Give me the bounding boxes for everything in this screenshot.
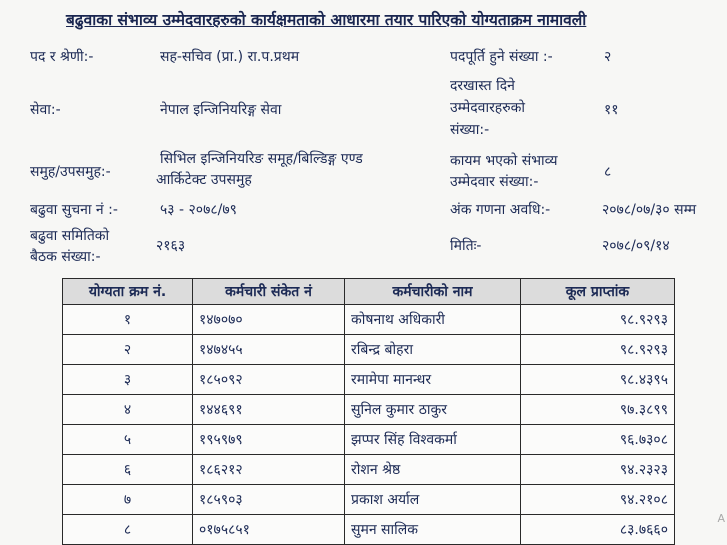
rank-cell: ८ [63, 515, 193, 545]
table-row [63, 425, 675, 455]
name-cell: रमामेपा मानन्धर [345, 365, 521, 395]
service-label: सेवा:- [30, 102, 61, 118]
name-cell: कोषनाथ अधिकारी [345, 305, 521, 335]
candidates-value: ८ [604, 164, 612, 180]
code-cell: १४४६९१ [193, 395, 345, 425]
code-cell: १४७०७० [193, 305, 345, 335]
score-cell: ९६.७३०८ [521, 425, 675, 455]
rank-cell: २ [63, 335, 193, 365]
table-row [63, 515, 675, 545]
applicants-label-line1: दरखास्त दिने [450, 78, 515, 94]
group-value-line2: आर्किटेक्ट उपसमुह [156, 172, 252, 188]
name-cell: प्रकाश अर्याल [345, 485, 521, 515]
header-name: कर्मचारीको नाम [345, 279, 521, 305]
code-cell: १४७४५५ [193, 335, 345, 365]
code-cell: १८५९०३ [193, 485, 345, 515]
rank-cell: ७ [63, 485, 193, 515]
applicants-value: ११ [604, 102, 619, 118]
score-cell: ८३.७६६० [521, 515, 675, 545]
header-code: कर्मचारी संकेत नं [193, 279, 345, 305]
table-header-row [63, 279, 675, 305]
header-rank: योग्यता क्रम नं. [63, 279, 193, 305]
rank-cell: ६ [63, 455, 193, 485]
code-cell: १८५०९२ [193, 365, 345, 395]
applicants-label-line2: उम्मेदवारहरुको [450, 100, 525, 116]
merit-list-table [62, 278, 675, 545]
score-cell: ९८.९२९३ [521, 335, 675, 365]
meeting-label-line1: बढुवा समितिको [30, 228, 110, 244]
score-cell: ९४.२१०८ [521, 485, 675, 515]
table-row [63, 485, 675, 515]
rank-cell: ५ [63, 425, 193, 455]
score-cell: ९७.३८९९ [521, 395, 675, 425]
period-label: अंक गणना अवधि:- [450, 202, 551, 218]
post-label: पद र श्रेणी:- [30, 49, 94, 65]
date-value: २०७८/०९/१४ [602, 238, 670, 254]
name-cell: रोशन श्रेष्ठ [345, 455, 521, 485]
score-cell: ९८.४३९५ [521, 365, 675, 395]
header-score: कूल प्राप्तांक [521, 279, 675, 305]
table-row [63, 395, 675, 425]
vacancy-value: २ [604, 49, 612, 65]
table-row [63, 455, 675, 485]
table-row [63, 365, 675, 395]
edge-letter: A [717, 512, 725, 525]
notice-value: ५३ - २०७८/७९ [160, 202, 237, 218]
name-cell: रबिन्द्र बोहरा [345, 335, 521, 365]
table-row [63, 305, 675, 335]
date-label: मितिः- [450, 238, 482, 254]
code-cell: १९५९७९ [193, 425, 345, 455]
table-row [63, 335, 675, 365]
candidates-label-line2: उम्मेदवार संख्या:- [450, 174, 539, 190]
meeting-label-line2: बैठक संख्या:- [30, 249, 101, 265]
code-cell: १८६२१२ [193, 455, 345, 485]
vacancy-label: पदपूर्ति हुने संख्या :- [450, 49, 553, 65]
post-value: सह-सचिव (प्रा.) रा.प.प्रथम [160, 49, 300, 65]
group-value-line1: सिभिल इन्जिनियरिङ समूह/बिल्डिङ्ग एण्ड [160, 151, 363, 167]
name-cell: झप्पर सिंह विश्वकर्मा [345, 425, 521, 455]
rank-cell: ३ [63, 365, 193, 395]
period-value: २०७८/०७/३० सम्म [602, 202, 697, 218]
applicants-label-line3: संख्या:- [450, 122, 490, 138]
name-cell: सुनिल कुमार ठाकुर [345, 395, 521, 425]
rank-cell: ४ [63, 395, 193, 425]
service-value: नेपाल इन्जिनियरिङ्ग सेवा [160, 102, 282, 118]
name-cell: सुमन सालिक [345, 515, 521, 545]
group-label: समुह/उपसमुह:- [30, 164, 111, 180]
notice-label: बढुवा सुचना नं :- [30, 202, 118, 218]
meeting-value: २१६३ [156, 238, 186, 254]
candidates-label-line1: कायम भएको संभाव्य [450, 153, 558, 169]
score-cell: ९८.९२९३ [521, 305, 675, 335]
code-cell: ०१७५८५१ [193, 515, 345, 545]
score-cell: ९४.२३२३ [521, 455, 675, 485]
page-title: बढुवाका संभाव्य उम्मेदवारहरुको कार्यक्षमताको आधारमा तयार पारिएको योग्यताक्रम नामावली [66, 11, 587, 29]
rank-cell: १ [63, 305, 193, 335]
